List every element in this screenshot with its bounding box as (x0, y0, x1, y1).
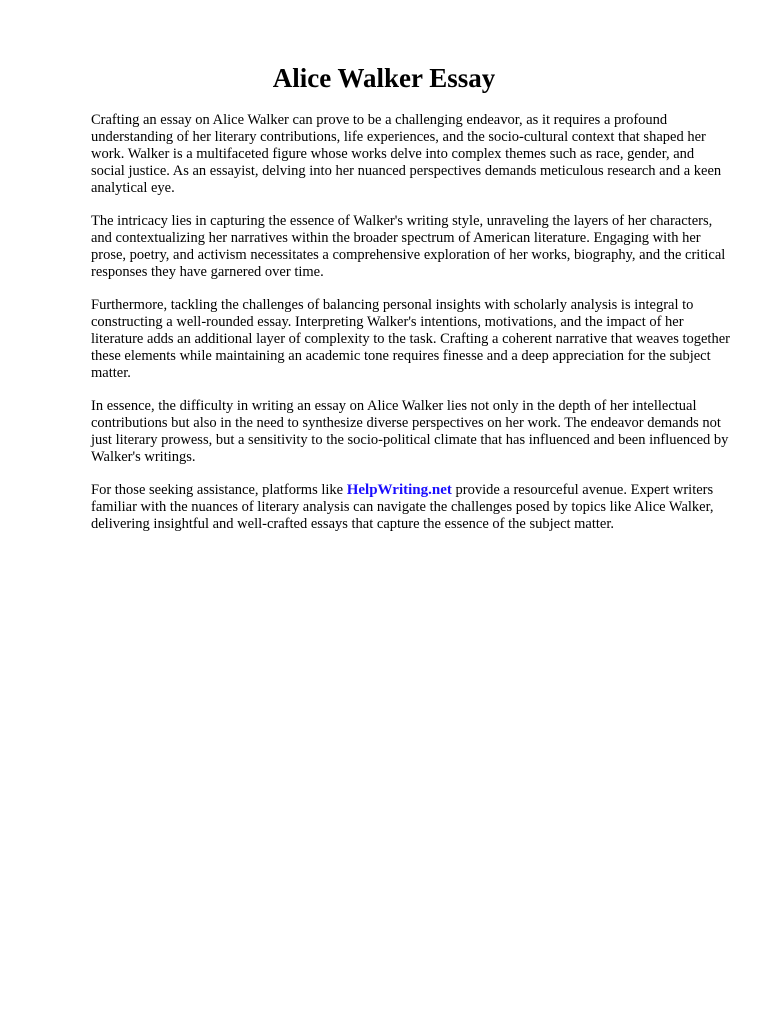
document-title: Alice Walker Essay (272, 63, 496, 93)
paragraph-1: Crafting an essay on Alice Walker can prove to be a challenging endeavor, as it requires a profound understanding of her literary contributions, life experiences, and the socio-cultural context that shaped her work. Walker is a multifaceted figure whose works delve into complex themes such as race, gender, and social justice. As an essayist, delving into her nuanced perspectives demands meticulous research and a keen analytical eye. (91, 112, 722, 196)
paragraph-4: In essence, the difficulty in writing an essay on Alice Walker lies not only in the depth of her intellectual contributions but also in the need to synthesize diverse perspectives on her work. The endeavor demands not just literary prowess, but a sensitivity to the socio-political climate that has influenced and been influenced by Walker's writings. (91, 398, 729, 465)
paragraph-3: Furthermore, tackling the challenges of balancing personal insights with scholarly analysis is integral to constructing a well-rounded essay. Interpreting Walker's intentions, motivations, and the impact of her literature adds an additional layer of complexity to the task. Crafting a coherent narrative that weaves together these elements while maintaining an academic tone requires finesse and a deep appreciation for the subject matter. (91, 297, 730, 381)
paragraph-5-tail: provide a resourceful avenue. Expert writers familiar with the nuances of literary analysis can navigate the challenges posed by topics like Alice Walker, delivering insightful and well-crafted essays that capture the essence of the subject matter. (91, 482, 714, 532)
helpwriting-link[interactable]: HelpWriting.net (346, 482, 452, 498)
paragraph-5 (91, 482, 731, 533)
paragraph-2: The intricacy lies in capturing the essence of Walker's writing style, unraveling the layers of her characters, and contextualizing her narratives within the broader spectrum of American literature. Engaging with her prose, poetry, and activism necessitates a comprehensive exploration of her works, biography, and the critical responses they have garnered over time. (91, 213, 726, 280)
paragraph-5-lead: For those seeking assistance, platforms like (91, 482, 347, 498)
document-body (91, 112, 731, 549)
